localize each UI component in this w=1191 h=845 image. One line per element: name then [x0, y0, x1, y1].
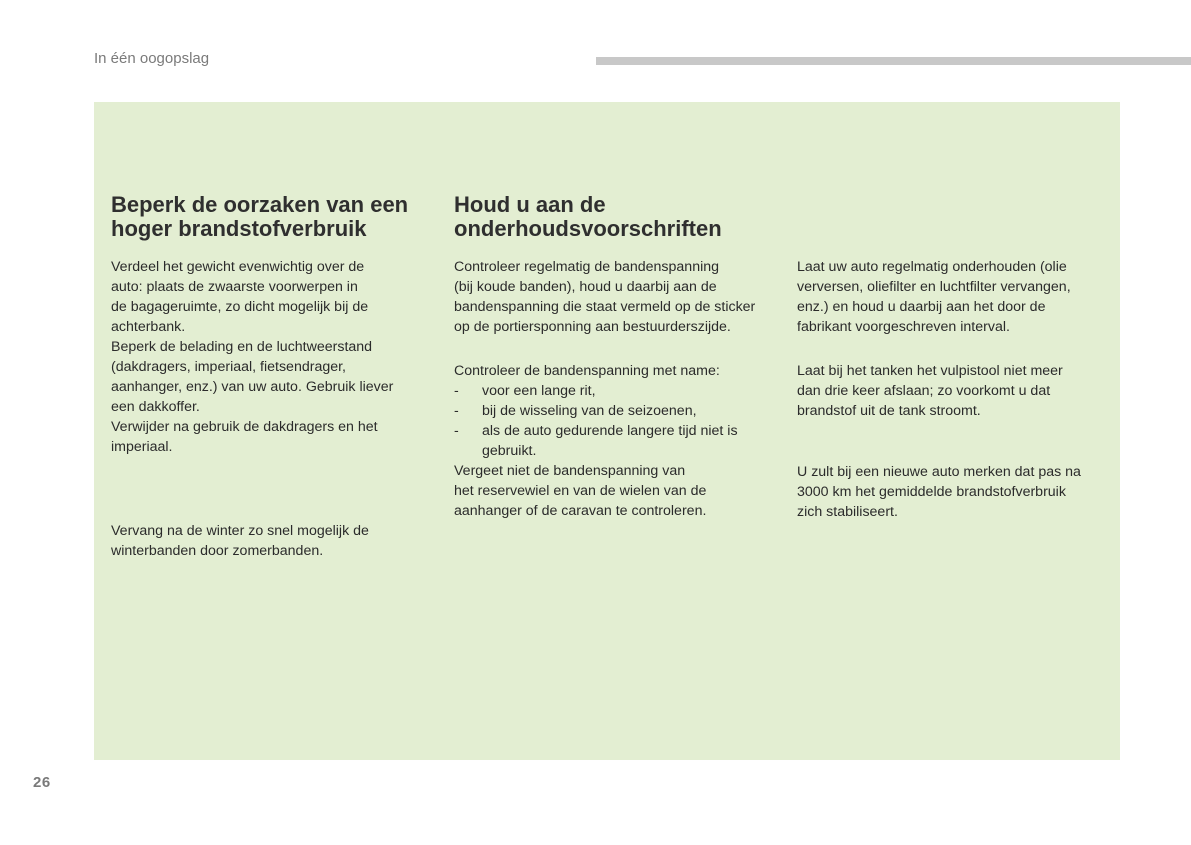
text-line: dan drie keer afslaan; zo voorkomt u dat — [797, 383, 1051, 399]
text-line: voor een lange rit, — [482, 383, 596, 399]
paragraph-tyre-pressure — [454, 257, 755, 337]
paragraph-spare-wheel — [454, 461, 706, 521]
text-line: Laat bij het tanken het vulpistool niet meer — [797, 363, 1063, 379]
text-line: de bagageruimte, zo dicht mogelijk bij de — [111, 299, 369, 315]
text-line: gebruikt. — [482, 443, 537, 459]
section-title: In één oogopslag — [94, 50, 210, 67]
text-line: op de portiersponning aan bestuurderszijde. — [454, 319, 731, 335]
text-line: Vergeet niet de bandenspanning van — [454, 463, 686, 479]
text-line: het reservewiel en van de wielen van de — [454, 483, 707, 499]
list-dash: - — [454, 383, 459, 399]
text-line: achterbank. — [111, 319, 186, 335]
text-line: fabrikant voorgeschreven interval. — [797, 319, 1010, 335]
paragraph-refuelling — [797, 361, 1063, 421]
text-line: enz.) en houd u daarbij aan het door de — [797, 299, 1046, 315]
text-line: als de auto gedurende langere tijd niet is — [482, 423, 738, 439]
text-line: auto: plaats de zwaarste voorwerpen in — [111, 279, 358, 295]
text-line: 3000 km het gemiddelde brandstofverbruik — [797, 484, 1066, 500]
page-number: 26 — [33, 774, 51, 791]
text-line: Laat uw auto regelmatig onderhouden (olie — [797, 259, 1067, 275]
heading-fuel-consumption — [111, 193, 408, 241]
text-line: Beperk de belading en de luchtweerstand — [111, 339, 373, 355]
heading-line: hoger brandstofverbruik — [111, 216, 367, 241]
text-line: aanhanger, enz.) van uw auto. Gebruik liever — [111, 379, 394, 395]
text-line: (dakdragers, imperiaal, fietsendrager, — [111, 359, 347, 375]
text-line: bandenspanning die staat vermeld op de sticker — [454, 299, 756, 315]
list-item — [454, 401, 774, 421]
list-item — [454, 381, 774, 401]
list-item — [454, 421, 774, 461]
text-line: Controleer de bandenspanning met name: — [454, 363, 720, 379]
text-line: bij de wisseling van de seizoenen, — [482, 403, 697, 419]
text-line: Verwijder na gebruik de dakdragers en het — [111, 419, 378, 435]
text-line: brandstof uit de tank stroomt. — [797, 403, 981, 419]
header-divider-bar — [596, 57, 1191, 65]
heading-line: onderhoudsvoorschriften — [454, 216, 722, 241]
text-line: (bij koude banden), houd u daarbij aan de — [454, 279, 717, 295]
heading-maintenance — [454, 193, 722, 241]
text-line: U zult bij een nieuwe auto merken dat pas na — [797, 464, 1081, 480]
paragraph-check-intro — [454, 361, 720, 381]
text-line: Verdeel het gewicht evenwichtig over de — [111, 259, 365, 275]
text-line: zich stabiliseert. — [797, 504, 898, 520]
text-line: Vervang na de winter zo snel mogelijk de — [111, 523, 369, 539]
text-line: aanhanger of de caravan te controleren. — [454, 503, 707, 519]
paragraph-regular-service — [797, 257, 1071, 337]
paragraph-winter-tyres — [111, 521, 369, 561]
text-line: Controleer regelmatig de bandenspanning — [454, 259, 720, 275]
text-line: een dakkoffer. — [111, 399, 200, 415]
paragraph-weight-distribution — [111, 257, 393, 457]
heading-line: Houd u aan de — [454, 192, 606, 217]
paragraph-new-car — [797, 462, 1081, 522]
text-line: imperiaal. — [111, 439, 173, 455]
text-line: verversen, oliefilter en luchtfilter vervangen, — [797, 279, 1071, 295]
text-line: winterbanden door zomerbanden. — [111, 543, 324, 559]
list-dash: - — [454, 423, 459, 439]
heading-line: Beperk de oorzaken van een — [111, 192, 409, 217]
list-dash: - — [454, 403, 459, 419]
tyre-check-list — [454, 381, 774, 461]
